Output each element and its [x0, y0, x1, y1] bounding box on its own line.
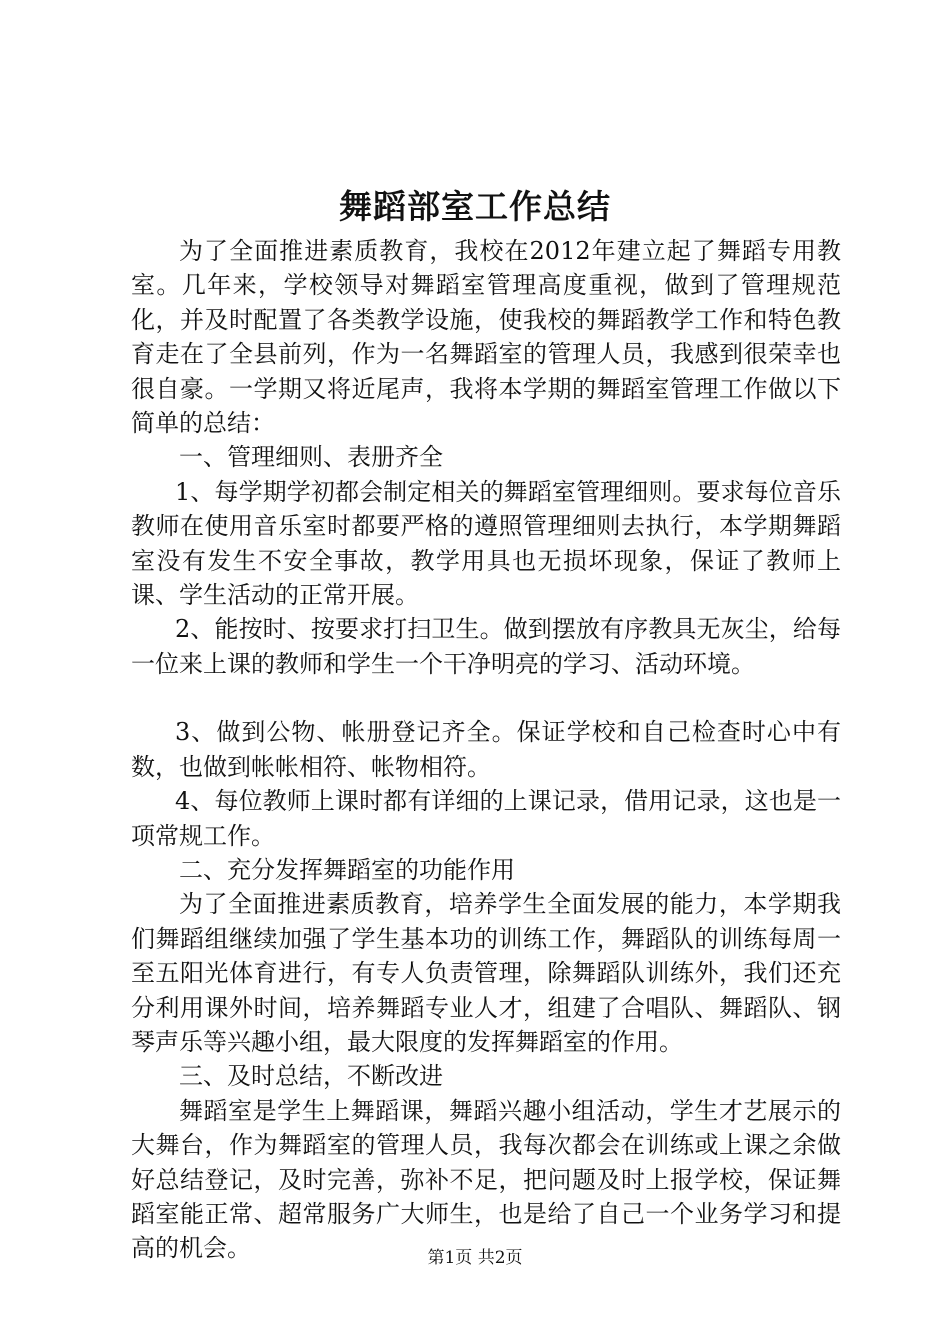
paragraph-section-2: 为了全面推进素质教育，培养学生全面发展的能力，本学期我们舞蹈组继续加强了学生基本功的训练工作，舞蹈队的训练每周一至五阳光体育进行，有专人负责管理，除舞蹈队训练外，我们还充分利用课外时间，培养舞蹈专业人才，组建了合唱队、舞蹈队、钢琴声乐等兴趣小组，最大限度的发挥舞蹈室的作用。	[131, 890, 841, 1056]
section-heading-3: 三、及时总结，不断改进	[179, 1062, 443, 1091]
page-number-footer: 第1页 共2页	[427, 1248, 523, 1268]
blank-line	[131, 681, 841, 715]
document-body	[131, 234, 841, 1266]
paragraph-item-3: 3、做到公物、帐册登记齐全。保证学校和自己检查时心中有数，也做到帐帐相符、帐物相符。	[131, 718, 841, 781]
paragraph-item-4: 4、每位教师上课时都有详细的上课记录，借用记录，这也是一项常规工作。	[131, 787, 841, 850]
section-heading-1: 一、管理细则、表册齐全	[179, 443, 443, 472]
document-title: 舞蹈部室工作总结	[339, 187, 611, 226]
paragraph-section-3: 舞蹈室是学生上舞蹈课，舞蹈兴趣小组活动，学生才艺展示的大舞台，作为舞蹈室的管理人员，我每次都会在训练或上课之余做好总结登记，及时完善，弥补不足，把问题及时上报学校，保证舞蹈室能正常、超常服务广大师生，也是给了自己一个业务学习和提高的机会。	[131, 1096, 841, 1263]
paragraph-intro: 为了全面推进素质教育，我校在2012年建立起了舞蹈专用教室。几年来，学校领导对舞蹈室管理高度重视，做到了管理规范化，并及时配置了各类教学设施，使我校的舞蹈教学工作和特色教育走在了全县前列，作为一名舞蹈室的管理人员，我感到很荣幸也很自豪。一学期又将近尾声，我将本学期的舞蹈室管理工作做以下简单的总结：	[131, 237, 841, 438]
paragraph-item-2: 2、能按时、按要求打扫卫生。做到摆放有序教具无灰尘，给每一位来上课的教师和学生一个干净明亮的学习、活动环境。	[131, 615, 841, 678]
paragraph-item-1: 1、每学期学初都会制定相关的舞蹈室管理细则。要求每位音乐教师在使用音乐室时都要严格的遵照管理细则去执行，本学期舞蹈室没有发生不安全事故，教学用具也无损坏现象，保证了教师上课、学生活动的正常开展。	[131, 477, 841, 610]
section-heading-2: 二、充分发挥舞蹈室的功能作用	[179, 855, 515, 884]
